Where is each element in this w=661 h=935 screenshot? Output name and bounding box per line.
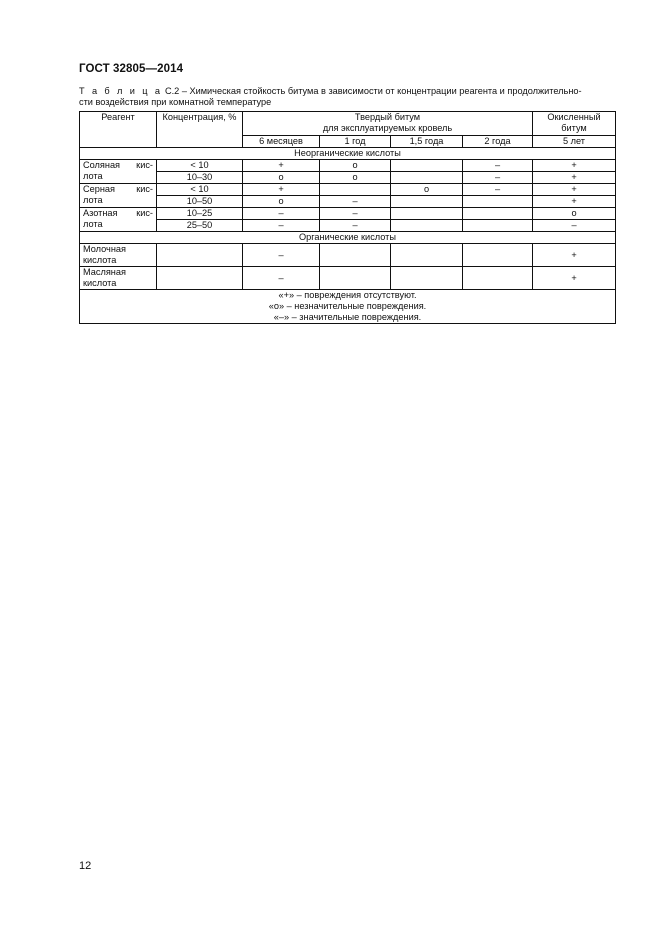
value-6-months: – <box>243 208 320 220</box>
value-1-year: – <box>320 196 391 208</box>
value-2-years <box>463 244 533 267</box>
section-row-inorganic <box>80 148 616 160</box>
header-reagent: Реагент <box>80 112 157 148</box>
legend-item-plus: «+» – повреждения отсутствуют. <box>278 290 417 300</box>
header-period-1-5-years: 1,5 года <box>391 136 463 148</box>
concentration-cell: 25–50 <box>157 220 243 232</box>
value-6-months: – <box>243 267 320 290</box>
document-header: ГОСТ 32805—2014 <box>79 63 184 75</box>
value-1-year <box>320 244 391 267</box>
legend-item-minus: «–» – значительные повреждения. <box>273 312 422 322</box>
value-2-years: – <box>463 184 533 196</box>
table-row <box>80 267 616 290</box>
legend-cell <box>80 290 616 324</box>
table-row <box>80 172 616 184</box>
reagent-cell: Молочная кислота <box>80 244 157 267</box>
value-1-5-years <box>391 208 463 220</box>
value-2-years: – <box>463 160 533 172</box>
section-organic-acids: Органические кислоты <box>80 232 616 244</box>
value-1-year: о <box>320 172 391 184</box>
value-6-months: о <box>243 196 320 208</box>
reagent-cell: Масляная кислота <box>80 267 157 290</box>
table-row <box>80 220 616 232</box>
value-2-years <box>463 220 533 232</box>
value-1-5-years <box>391 196 463 208</box>
header-row-top <box>80 112 616 136</box>
legend-item-o: «о» – незначительные повреждения. <box>268 301 427 311</box>
value-1-year <box>320 184 391 196</box>
concentration-cell: < 10 <box>157 184 243 196</box>
value-1-year: – <box>320 208 391 220</box>
value-1-5-years <box>391 172 463 184</box>
table-row <box>80 160 616 172</box>
value-1-5-years <box>391 220 463 232</box>
table-row <box>80 244 616 267</box>
value-1-5-years <box>391 160 463 172</box>
header-solid-bitumen-title: Твердый битум <box>354 112 421 122</box>
concentration-cell: 10–25 <box>157 208 243 220</box>
value-6-months: о <box>243 172 320 184</box>
page-number: 12 <box>79 860 92 872</box>
caption-prefix: Т а б л и ц а <box>79 86 163 96</box>
concentration-cell: 10–30 <box>157 172 243 184</box>
value-5-years: – <box>533 220 616 232</box>
caption-text-continued: сти воздействия при комнатной температуре <box>79 97 272 107</box>
value-5-years: + <box>533 184 616 196</box>
caption-text: – Химическая стойкость битума в зависимости от концентрации реагента и продолжительно- <box>181 86 582 96</box>
reagent-cell: Азотная кис- лота <box>80 208 157 232</box>
value-6-months: + <box>243 184 320 196</box>
header-period-6-months: 6 месяцев <box>243 136 320 148</box>
header-period-2-years: 2 года <box>463 136 533 148</box>
concentration-cell: < 10 <box>157 160 243 172</box>
table-row <box>80 208 616 220</box>
value-6-months: – <box>243 244 320 267</box>
value-1-year <box>320 267 391 290</box>
value-2-years <box>463 208 533 220</box>
header-period-1-year: 1 год <box>320 136 391 148</box>
table-caption <box>79 86 614 108</box>
value-1-year: о <box>320 160 391 172</box>
value-6-months: – <box>243 220 320 232</box>
header-concentration: Концентрация, % <box>157 112 243 148</box>
caption-number: С.2 <box>164 86 180 96</box>
reagent-cell: Соляная кис- лота <box>80 160 157 184</box>
chemical-resistance-table <box>79 111 616 324</box>
value-2-years <box>463 267 533 290</box>
section-row-organic <box>80 232 616 244</box>
concentration-cell <box>157 267 243 290</box>
section-inorganic-acids: Неорганические кислоты <box>80 148 616 160</box>
value-2-years: – <box>463 172 533 184</box>
header-period-5-years: 5 лет <box>533 136 616 148</box>
value-5-years: + <box>533 160 616 172</box>
value-1-5-years: о <box>391 184 463 196</box>
value-5-years: + <box>533 244 616 267</box>
value-5-years: + <box>533 267 616 290</box>
table-row <box>80 196 616 208</box>
header-oxidized-bitumen: Окисленный битум <box>533 112 616 136</box>
value-5-years: + <box>533 196 616 208</box>
value-5-years: + <box>533 172 616 184</box>
concentration-cell <box>157 244 243 267</box>
concentration-cell: 10–50 <box>157 196 243 208</box>
header-solid-bitumen <box>243 112 533 136</box>
value-1-5-years <box>391 267 463 290</box>
value-2-years <box>463 196 533 208</box>
legend-row <box>80 290 616 324</box>
value-1-year: – <box>320 220 391 232</box>
value-5-years: о <box>533 208 616 220</box>
value-1-5-years <box>391 244 463 267</box>
value-6-months: + <box>243 160 320 172</box>
reagent-cell: Серная кис- лота <box>80 184 157 208</box>
table-row <box>80 184 616 196</box>
header-solid-bitumen-subtitle: для эксплуатируемых кровель <box>322 123 453 133</box>
